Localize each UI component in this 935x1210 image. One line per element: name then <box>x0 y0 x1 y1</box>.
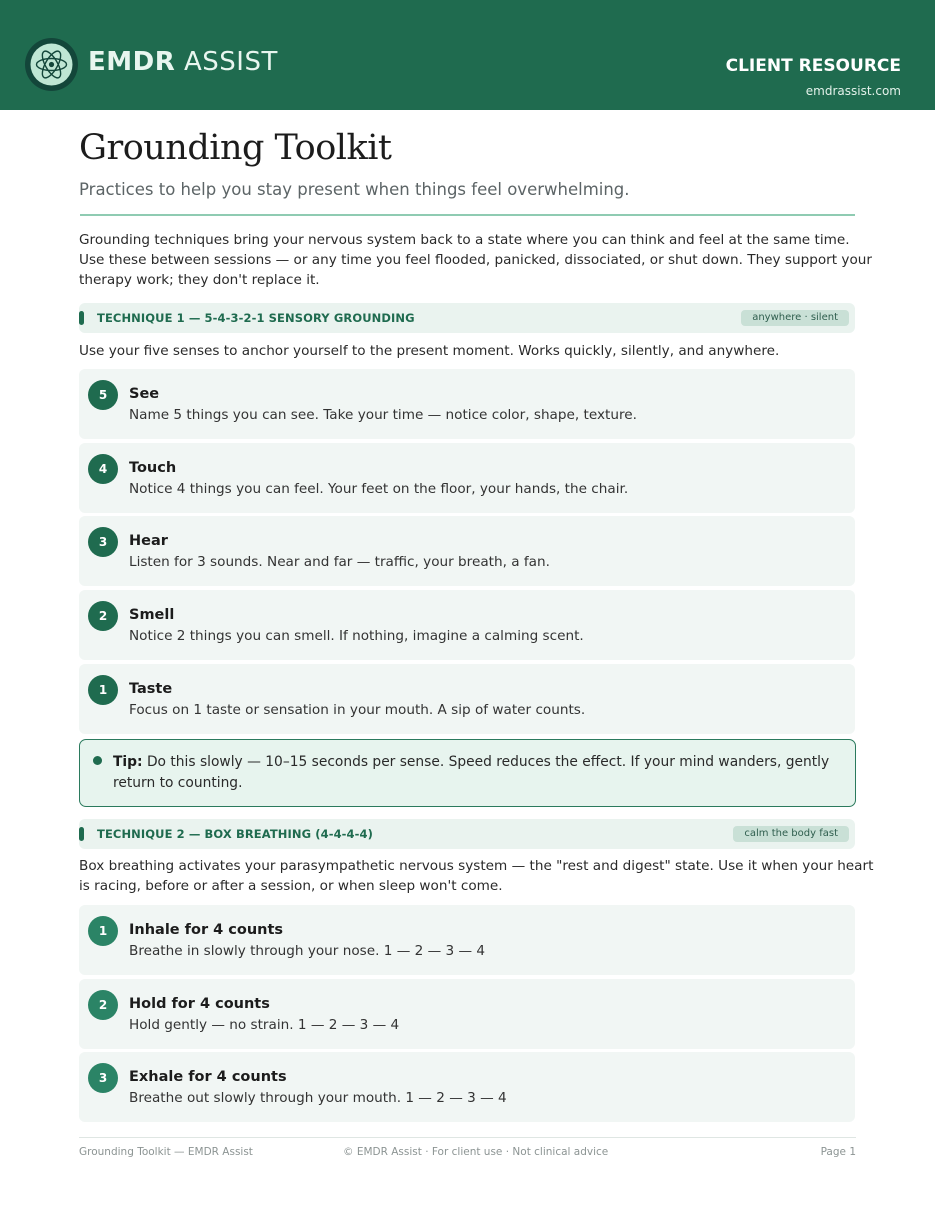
tip-callout <box>79 739 856 807</box>
atom-icon <box>25 38 78 91</box>
step-title: Hold for 4 counts <box>129 996 270 1012</box>
step-card-hold <box>79 979 855 1049</box>
intro-paragraph: Grounding techniques bring your nervous system back to a state where you can think and feel at the same time. Use these between sessions — or any time you feel flooded, panicked, dissociated, or shut down. They support your therapy work; they don't replace it. <box>79 232 872 288</box>
step-number-badge: 1 <box>88 675 118 705</box>
footer-divider <box>79 1137 856 1138</box>
step-description: Breathe in slowly through your nose. 1 — 2 — 3 — 4 <box>129 943 486 959</box>
step-card-hear <box>79 516 855 586</box>
section-accent <box>79 827 84 841</box>
technique-2-header <box>79 819 855 849</box>
technique-2-tag: calm the body fast <box>733 826 849 842</box>
step-description: Hold gently — no strain. 1 — 2 — 3 — 4 <box>129 1017 400 1033</box>
technique-1-intro: Use your five senses to anchor yourself to the present moment. Works quickly, silently, and anywhere. <box>79 343 780 359</box>
step-title: Taste <box>129 681 173 697</box>
step-title: Hear <box>129 533 168 549</box>
technique-1-label: TECHNIQUE 1 — 5-4-3-2-1 SENSORY GROUNDING <box>97 311 415 325</box>
page-subtitle: Practices to help you stay present when things feel overwhelming. <box>79 180 630 199</box>
step-number-badge: 3 <box>88 527 118 557</box>
step-number-badge: 2 <box>88 990 118 1020</box>
technique-2-intro: Box breathing activates your parasympathetic nervous system — the "rest and digest" state. Use it when your heart is racing, before or after a session, or when sleep won't come. <box>79 858 874 894</box>
tip-text: Do this slowly — 10–15 seconds per sense. Speed reduces the effect. If your mind wanders, gently return to counting. <box>113 754 830 791</box>
step-title: Exhale for 4 counts <box>129 1069 287 1085</box>
technique-1-header <box>79 303 855 333</box>
header-site-link[interactable]: emdrassist.com <box>805 84 901 98</box>
footer-center: © EMDR Assist · For client use · Not clinical advice <box>343 1146 609 1158</box>
step-description: Notice 2 things you can smell. If nothing, imagine a calming scent. <box>129 628 584 644</box>
title-divider <box>80 214 855 216</box>
bullet-icon <box>93 756 102 765</box>
step-number-badge: 3 <box>88 1063 118 1093</box>
brand-logo <box>88 47 278 77</box>
step-card-taste <box>79 664 855 734</box>
technique-1-tag: anywhere · silent <box>741 310 849 326</box>
step-card-see <box>79 369 855 439</box>
step-card-exhale <box>79 1052 855 1122</box>
step-card-touch <box>79 443 855 513</box>
step-number-badge: 2 <box>88 601 118 631</box>
technique-2-label: TECHNIQUE 2 — BOX BREATHING (4-4-4-4) <box>97 827 373 841</box>
step-title: See <box>129 386 160 402</box>
step-number-badge: 5 <box>88 380 118 410</box>
footer-page-number: Page 1 <box>820 1146 856 1158</box>
step-card-smell <box>79 590 855 660</box>
step-description: Focus on 1 taste or sensation in your mouth. A sip of water counts. <box>129 702 586 718</box>
footer-left: Grounding Toolkit — EMDR Assist <box>79 1146 253 1158</box>
header-meta <box>726 56 901 98</box>
tip-text-block <box>113 752 833 794</box>
step-number-badge: 4 <box>88 454 118 484</box>
header-kicker: CLIENT RESOURCE <box>725 56 901 76</box>
step-description: Name 5 things you can see. Take your time — notice color, shape, texture. <box>129 407 637 423</box>
tip-label: Tip: <box>113 754 143 770</box>
page-header <box>0 0 935 110</box>
step-card-inhale <box>79 905 855 975</box>
step-description: Breathe out slowly through your mouth. 1 — 2 — 3 — 4 <box>129 1090 507 1106</box>
step-title: Touch <box>129 460 177 476</box>
step-number-badge: 1 <box>88 916 118 946</box>
section-accent <box>79 311 84 325</box>
step-description: Notice 4 things you can feel. Your feet on the floor, your hands, the chair. <box>129 481 629 497</box>
step-title: Smell <box>129 607 175 623</box>
step-title: Inhale for 4 counts <box>129 922 284 938</box>
brand-light: ASSIST <box>184 47 278 77</box>
brand-bold: EMDR <box>88 47 176 77</box>
page-title: Grounding Toolkit <box>79 128 392 168</box>
step-description: Listen for 3 sounds. Near and far — traffic, your breath, a fan. <box>129 554 550 570</box>
